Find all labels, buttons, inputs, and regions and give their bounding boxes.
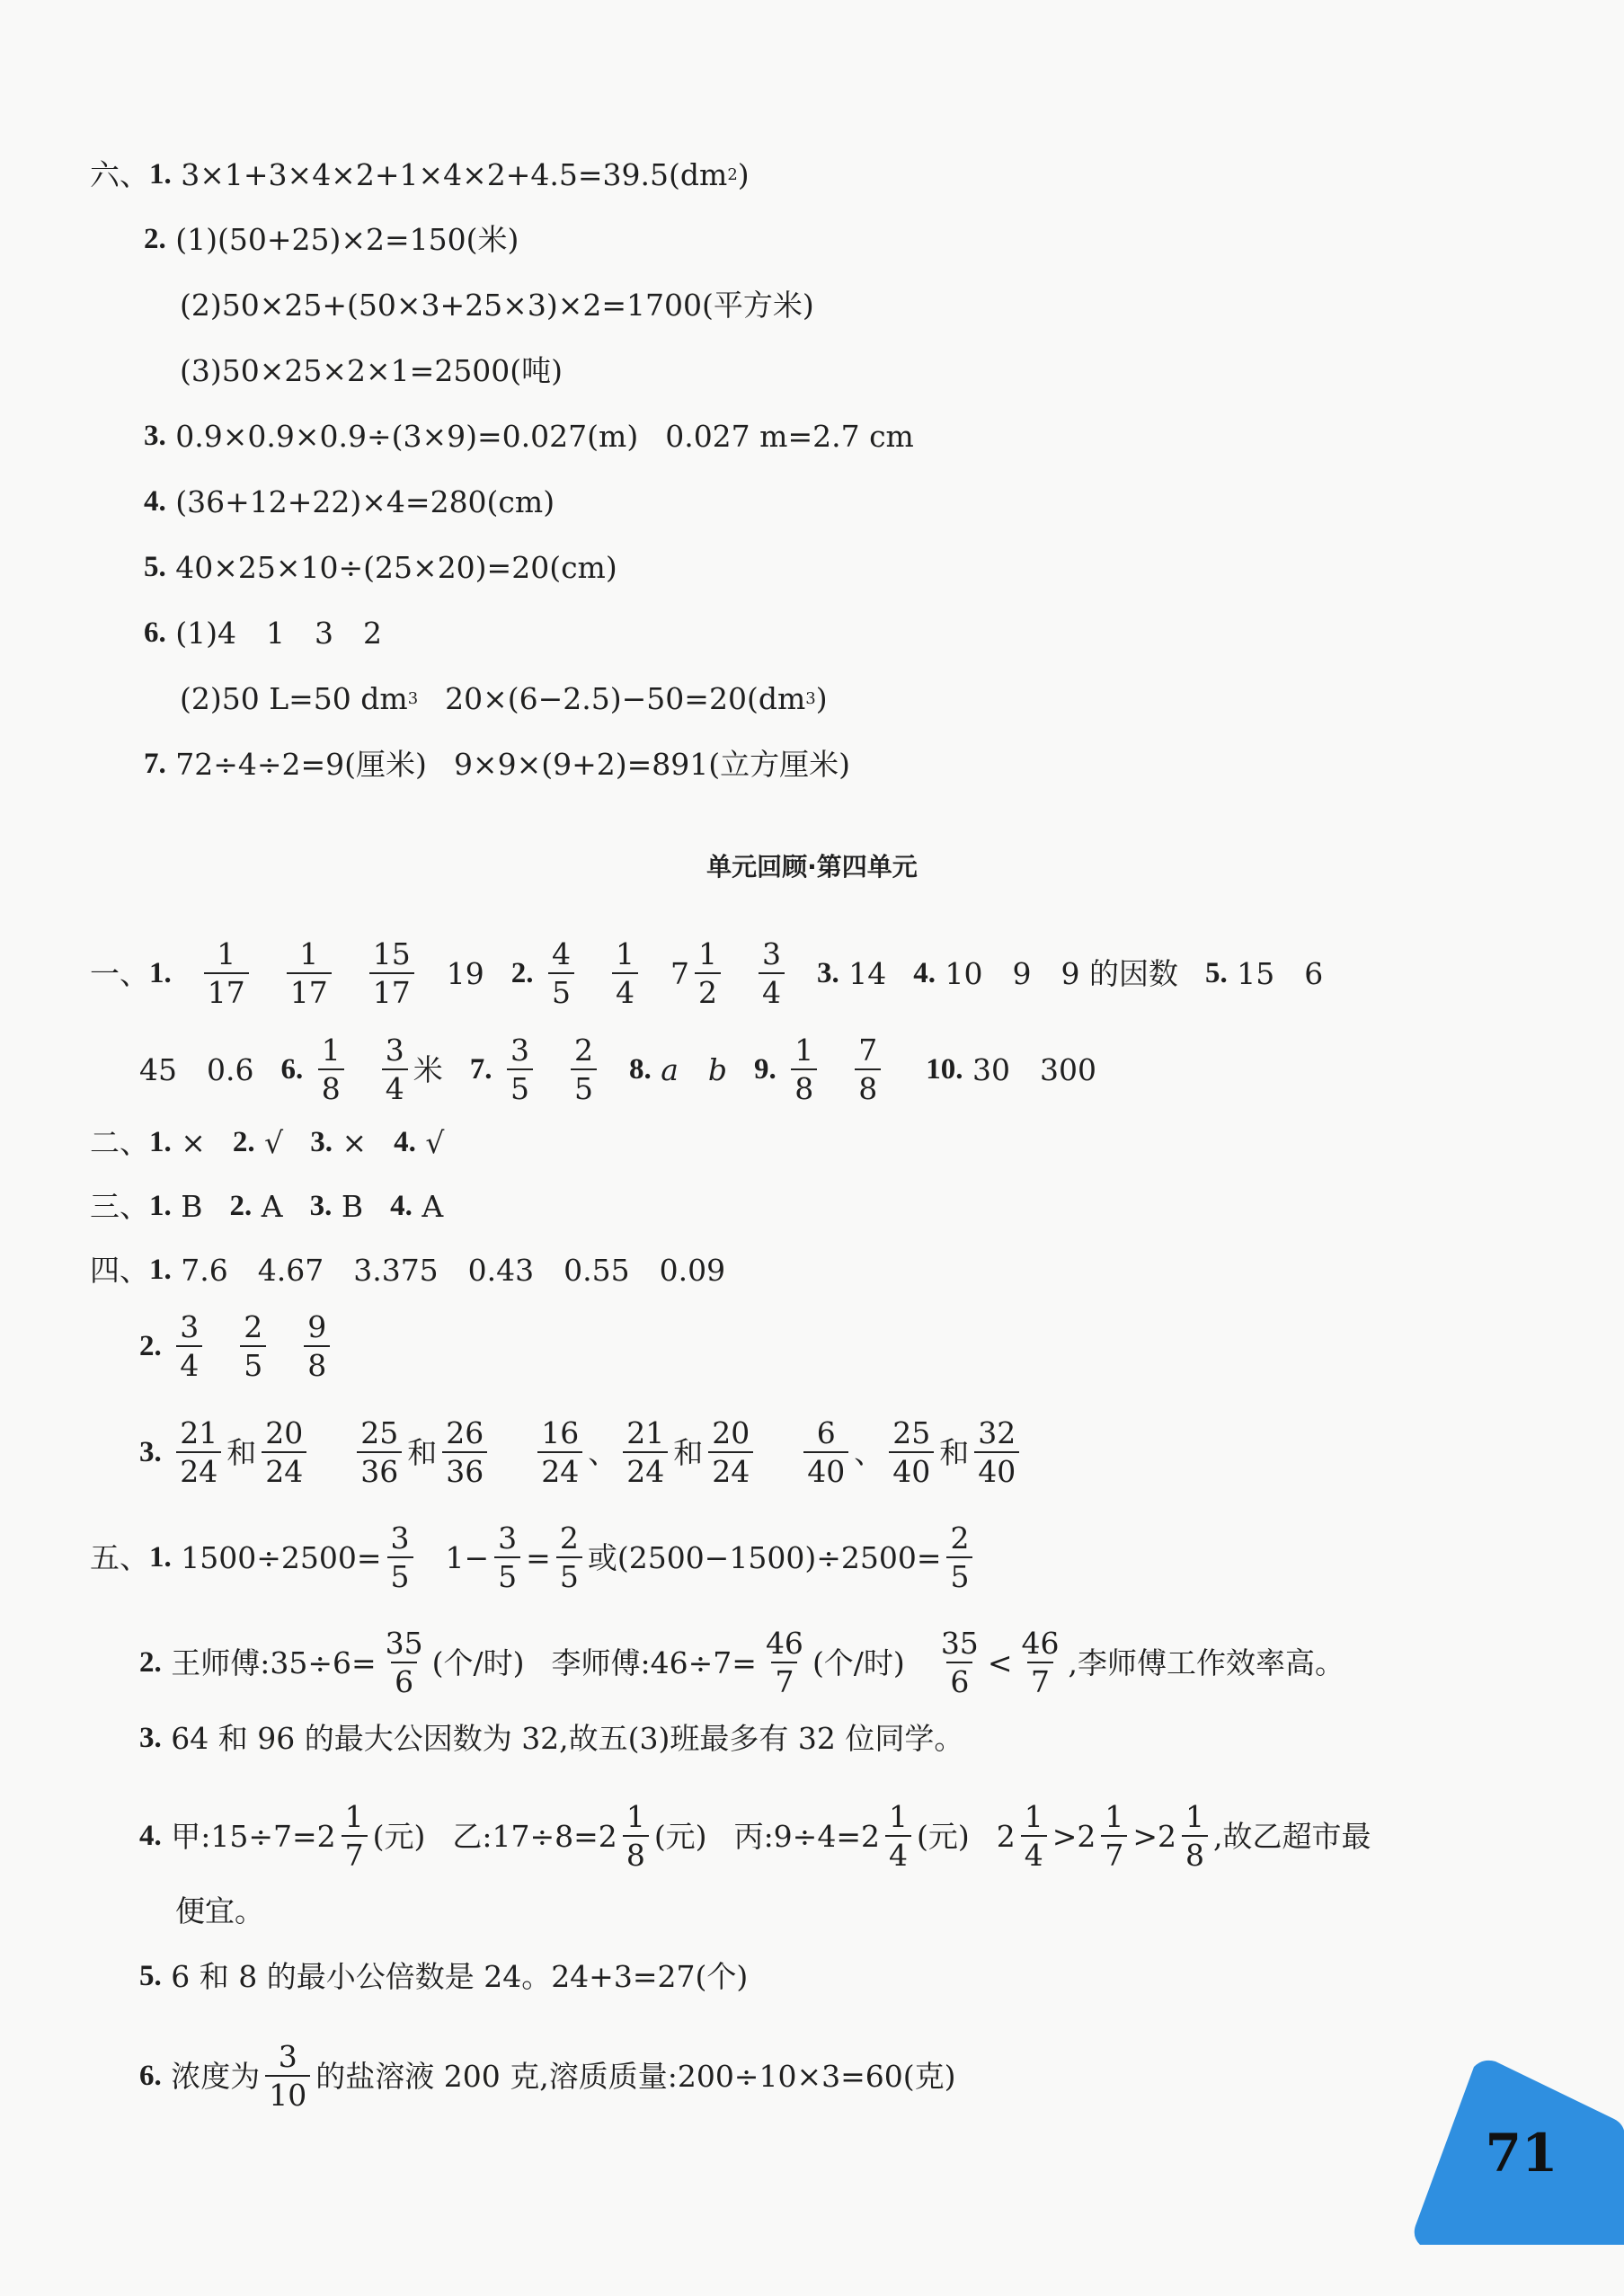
answer-6-7 bbox=[144, 747, 851, 782]
unit: (元) bbox=[372, 1818, 426, 1854]
fraction: 6 40 bbox=[803, 1418, 848, 1486]
q-number: 3. bbox=[139, 1435, 162, 1468]
fraction: 25 40 bbox=[889, 1418, 934, 1486]
fraction: 15 17 bbox=[369, 939, 414, 1007]
expr: 或(2500−1500)÷2500= bbox=[587, 1539, 942, 1575]
unit: (元) bbox=[653, 1818, 707, 1854]
value: A bbox=[261, 1189, 283, 1224]
expr: 64 和 96 的最大公因数为 32,故五(3)班最多有 32 位同学。 bbox=[171, 1721, 964, 1756]
expr: 乙:17÷8=2 bbox=[452, 1818, 617, 1854]
fraction: 1 4 bbox=[885, 1802, 911, 1870]
page-number: 71 bbox=[1485, 2123, 1558, 2184]
fraction: 1 8 bbox=[623, 1802, 649, 1870]
answer-6-3 bbox=[144, 419, 914, 454]
fraction: $\frac{46}{7}$ bbox=[765, 1626, 803, 1699]
fraction: 3 10 bbox=[265, 2042, 310, 2110]
section-marker: 四、 bbox=[90, 1253, 149, 1288]
greater-than: > bbox=[1052, 1818, 1078, 1854]
unit-heading: 单元回顾·第四单元 bbox=[706, 852, 918, 882]
q-number: 2. bbox=[510, 956, 534, 989]
value: a b bbox=[661, 1051, 728, 1087]
fraction: 1 8 bbox=[318, 1035, 344, 1104]
fraction: $\frac{35}{6}$ bbox=[385, 1626, 423, 1699]
fraction: 25 36 bbox=[357, 1418, 402, 1486]
q-number: 2. bbox=[229, 1190, 253, 1222]
answer-6-2b bbox=[180, 288, 814, 323]
fraction: $\frac{3}{5}$ bbox=[387, 1523, 413, 1591]
answer-5-1 bbox=[90, 1520, 978, 1594]
whole-part: 2 bbox=[1158, 1818, 1177, 1854]
fraction: 3 4 bbox=[176, 1312, 202, 1380]
q-number: 9. bbox=[754, 1052, 777, 1086]
fraction: 1 8 bbox=[1182, 1802, 1208, 1870]
answer-4-2 bbox=[139, 1309, 335, 1383]
fraction: 1 4 bbox=[1021, 1802, 1047, 1870]
q-number: 6. bbox=[139, 2059, 162, 2092]
section-marker: 一、 bbox=[90, 955, 149, 991]
answer-4-1 bbox=[90, 1253, 726, 1288]
answer-6-2a bbox=[144, 222, 519, 257]
section-marker: 五、 bbox=[90, 1539, 149, 1575]
expr: ,李师傅工作效率高。 bbox=[1068, 1644, 1344, 1680]
q-number: 3. bbox=[309, 1190, 333, 1222]
q-number: 1. bbox=[149, 1254, 172, 1286]
expr: (1)(50+25)×2=150(米) bbox=[175, 222, 519, 257]
fraction: 4 5 bbox=[548, 939, 574, 1007]
q-number: 1. bbox=[149, 1126, 172, 1158]
expr: 1500÷2500= bbox=[181, 1539, 382, 1575]
answer-5-2 bbox=[139, 1628, 1344, 1697]
answer-6-1: 六、 1. 3×1+3×4×2+1×4×2+4.5=39.5(dm 2 ) bbox=[90, 157, 750, 192]
value: 45 0.6 bbox=[139, 1051, 254, 1087]
expr: 浓度为 bbox=[171, 2058, 261, 2094]
q-number: 4. bbox=[394, 1126, 416, 1158]
q-number: 4. bbox=[139, 1819, 162, 1852]
fraction: 2 5 bbox=[240, 1312, 266, 1380]
q-number: 10. bbox=[926, 1052, 963, 1086]
value: 19 bbox=[446, 955, 484, 991]
q-number: 4. bbox=[390, 1190, 413, 1222]
fraction: 1 7 bbox=[1101, 1802, 1127, 1870]
q-number: 1. bbox=[149, 956, 172, 989]
unit: (个/时) bbox=[812, 1644, 905, 1680]
answer-1-line2 bbox=[139, 1035, 1096, 1104]
section-marker: 二、 bbox=[90, 1125, 149, 1160]
q-number: 6. bbox=[144, 616, 166, 649]
unit: (元) bbox=[916, 1818, 970, 1854]
conjunction: 和 bbox=[226, 1434, 257, 1470]
expr: 丙:9÷4=2 bbox=[733, 1818, 880, 1854]
greater-than: > bbox=[1132, 1818, 1158, 1854]
q-number: 2. bbox=[139, 1645, 162, 1679]
fraction: 20 24 bbox=[708, 1418, 753, 1486]
unit: (个/时) bbox=[431, 1644, 525, 1680]
q-number: 5. bbox=[1204, 956, 1228, 989]
fraction: 26 36 bbox=[442, 1418, 487, 1486]
expr: 20×(6−2.5)−50=20(dm bbox=[445, 681, 806, 716]
q-number: 3. bbox=[139, 1722, 162, 1754]
fraction: 35 6 bbox=[940, 1626, 979, 1699]
fraction: 32 40 bbox=[974, 1418, 1019, 1486]
conjunction: 和 bbox=[673, 1434, 704, 1470]
value: 30 300 bbox=[972, 1051, 1097, 1087]
separator: 、 bbox=[588, 1434, 618, 1470]
fraction: 21 24 bbox=[176, 1418, 221, 1486]
expr: 9×9×(9+2)=891(立方厘米) bbox=[453, 747, 851, 782]
answer-6-6a bbox=[144, 616, 382, 651]
value: 14 bbox=[848, 955, 887, 991]
q-number: 3. bbox=[817, 956, 839, 989]
whole-part: 2 bbox=[996, 1818, 1016, 1854]
expr: 便宜。 bbox=[175, 1893, 264, 1928]
fraction: 1 17 bbox=[204, 939, 249, 1007]
fraction: 16 24 bbox=[537, 1418, 582, 1486]
fraction: 1 17 bbox=[287, 939, 332, 1007]
value: √ bbox=[425, 1125, 445, 1160]
q-number: 4. bbox=[913, 956, 936, 989]
value: A bbox=[422, 1189, 444, 1224]
section-marker: 三、 bbox=[90, 1189, 149, 1224]
answer-5-4-cont bbox=[175, 1893, 264, 1928]
expr-end: ) bbox=[737, 157, 750, 192]
value: B bbox=[181, 1189, 203, 1224]
answer-6-2c bbox=[180, 353, 564, 388]
fraction: $\frac{3}{5}$ bbox=[494, 1523, 520, 1591]
expr: 李师傅:46÷7= bbox=[551, 1644, 757, 1680]
separator: 、 bbox=[854, 1434, 884, 1470]
expr: 甲:15÷7=2 bbox=[171, 1818, 336, 1854]
fraction: 20 24 bbox=[262, 1418, 306, 1486]
whole-part: 2 bbox=[1077, 1818, 1096, 1854]
answer-5-6 bbox=[139, 2039, 956, 2113]
fraction: 1 2 bbox=[695, 939, 721, 1007]
fraction: 3 4 bbox=[382, 1035, 408, 1104]
q-number: 1. bbox=[149, 158, 172, 191]
section-marker: 六、 bbox=[90, 157, 149, 192]
fraction: 9 8 bbox=[304, 1312, 330, 1380]
q-number: 2. bbox=[139, 1329, 162, 1362]
value: 10 9 9 的因数 bbox=[945, 955, 1178, 991]
conjunction: 和 bbox=[939, 1434, 970, 1470]
answer-5-4 bbox=[139, 1799, 1371, 1873]
fraction: 3 5 bbox=[507, 1035, 533, 1104]
expr: 3×1+3×4×2+1×4×2+4.5=39.5(dm bbox=[181, 157, 728, 192]
answer-4-3 bbox=[139, 1415, 1025, 1489]
expr: 0.9×0.9×0.9÷(3×9)=0.027(m) bbox=[175, 419, 639, 454]
less-than: < bbox=[987, 1644, 1013, 1680]
page-number-badge bbox=[1409, 2056, 1624, 2245]
value: × bbox=[181, 1125, 206, 1160]
q-number: 5. bbox=[144, 551, 166, 583]
conjunction: 和 bbox=[407, 1434, 438, 1470]
expr: (1)4 1 3 2 bbox=[175, 616, 382, 651]
expr: (3)50×25×2×1=2500(吨) bbox=[180, 353, 564, 388]
q-number: 6. bbox=[280, 1052, 304, 1086]
q-number: 8. bbox=[628, 1052, 652, 1086]
fraction: $\frac{2}{5}$ bbox=[946, 1523, 972, 1591]
q-number: 3. bbox=[310, 1126, 333, 1158]
value: 7.6 4.67 3.375 0.43 0.55 0.09 bbox=[181, 1253, 726, 1288]
expr: 40×25×10÷(25×20)=20(cm) bbox=[175, 550, 617, 585]
expr: 王师傅:35÷6= bbox=[171, 1644, 377, 1680]
fraction: 2 5 bbox=[571, 1035, 597, 1104]
fraction: 21 24 bbox=[623, 1418, 668, 1486]
expr: (2)50×25+(50×3+25×3)×2=1700(平方米) bbox=[180, 288, 814, 323]
answer-5-5 bbox=[139, 1959, 749, 1994]
fraction: 1 4 bbox=[612, 939, 638, 1007]
unit: 米 bbox=[413, 1051, 443, 1087]
expr: 的盐溶液 200 克,溶质质量:200÷10×3=60(克) bbox=[315, 2058, 956, 2094]
value: 15 6 bbox=[1237, 955, 1324, 991]
q-number: 2. bbox=[144, 223, 166, 255]
fraction: 7 8 bbox=[855, 1035, 881, 1104]
expr: (2)50 L=50 dm bbox=[180, 681, 408, 716]
q-number: 2. bbox=[232, 1126, 255, 1158]
whole-part: 7 bbox=[670, 955, 689, 991]
expr: 6 和 8 的最小公倍数是 24。24+3=27(个) bbox=[171, 1959, 749, 1994]
answer-6-5 bbox=[144, 550, 617, 585]
q-number: 1. bbox=[149, 1540, 172, 1574]
value: √ bbox=[264, 1125, 284, 1160]
expr: 72÷4÷2=9(厘米) bbox=[175, 747, 427, 782]
answer-1-line1 bbox=[90, 936, 1324, 1010]
answer-5-3 bbox=[139, 1721, 964, 1756]
expr: ,故乙超市最 bbox=[1213, 1818, 1371, 1854]
q-number: 1. bbox=[149, 1190, 172, 1222]
q-number: 7. bbox=[469, 1052, 493, 1086]
fraction: 46 7 bbox=[1021, 1626, 1060, 1699]
equals: = bbox=[526, 1539, 551, 1575]
q-number: 3. bbox=[144, 420, 166, 452]
fraction: 1 7 bbox=[342, 1802, 368, 1870]
answer-2 bbox=[90, 1125, 445, 1160]
expr: 0.027 m=2.7 cm bbox=[665, 419, 914, 454]
answer-6-6b: (2)50 L=50 dm 3 20×(6−2.5)−50=20(dm 3 ) bbox=[180, 681, 828, 716]
answer-6-4 bbox=[144, 484, 555, 519]
q-number: 5. bbox=[139, 1960, 162, 1992]
expr: (36+12+22)×4=280(cm) bbox=[175, 484, 555, 519]
value: × bbox=[342, 1125, 368, 1160]
fraction: 1 8 bbox=[791, 1035, 817, 1104]
fraction: $\frac{2}{5}$ bbox=[556, 1523, 582, 1591]
fraction: 3 4 bbox=[759, 939, 785, 1007]
answer-3 bbox=[90, 1189, 444, 1224]
q-number: 4. bbox=[144, 485, 166, 518]
q-number: 7. bbox=[144, 748, 166, 780]
fraction-pairs bbox=[171, 1415, 1025, 1489]
expr: 1− bbox=[445, 1539, 490, 1575]
expr-end: ) bbox=[815, 681, 828, 716]
value: B bbox=[341, 1189, 364, 1224]
